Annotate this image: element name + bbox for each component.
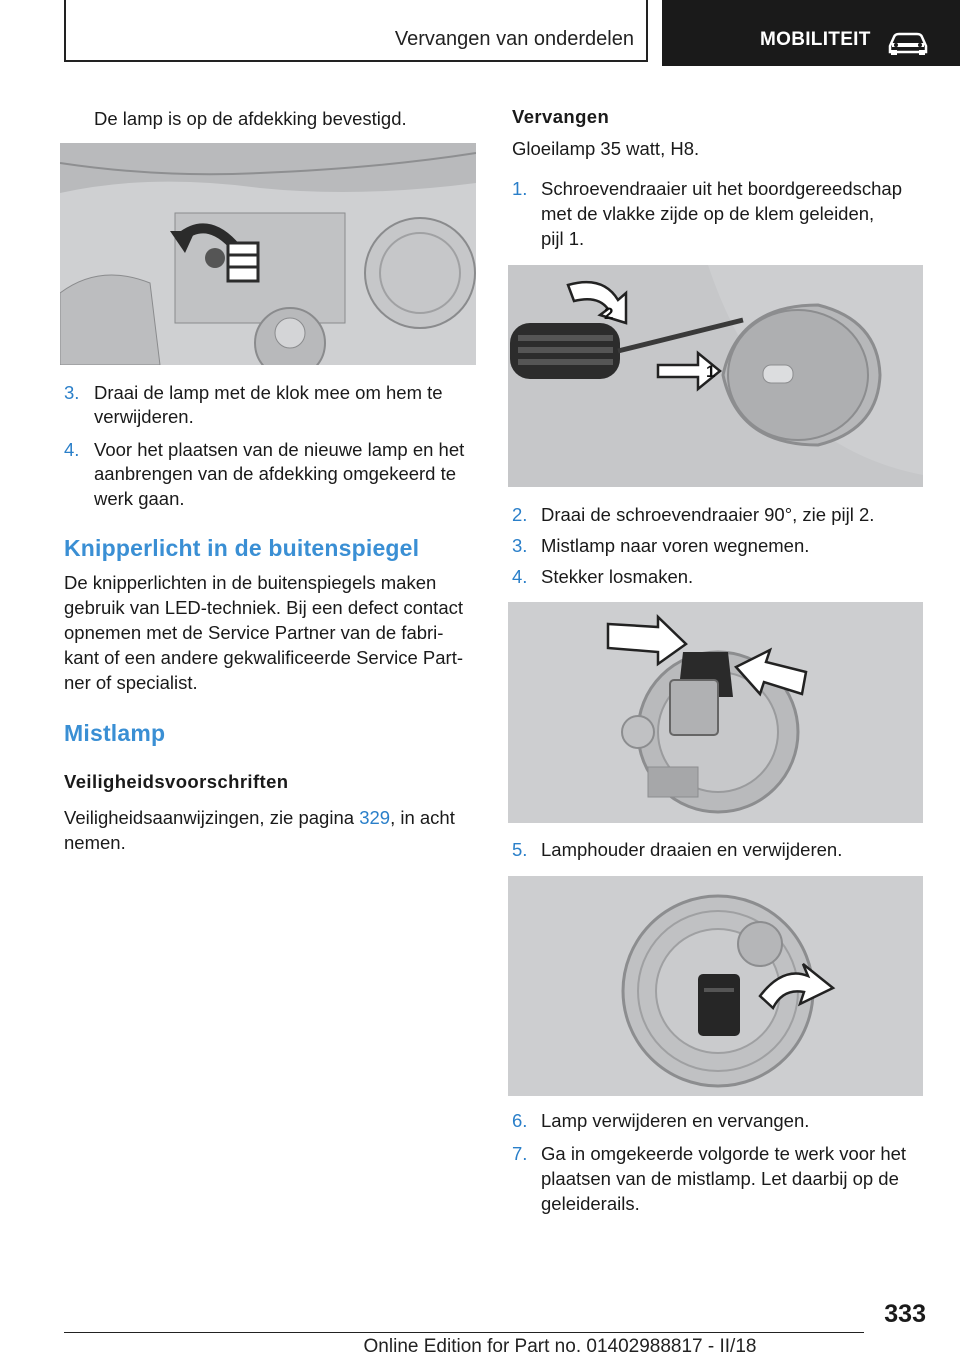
step-text-line: geleiderails. xyxy=(541,1193,640,1214)
heading-vervangen: Vervangen xyxy=(512,106,610,127)
fog-lamp-connector-image xyxy=(508,602,923,823)
step-text: Lamphouder draaien en verwijderen. xyxy=(541,839,843,860)
step-number: 3. xyxy=(64,382,80,403)
step-text-line: werk gaan. xyxy=(94,488,185,509)
paragraph-line: De knipperlichten in de buitenspiegels maken xyxy=(64,572,437,593)
paragraph-line: kant of een andere gekwalificeerde Service Part- xyxy=(64,647,463,668)
page-link-329[interactable]: 329 xyxy=(359,807,391,828)
step-number: 2. xyxy=(512,504,528,525)
step-text-line: Draai de lamp met de klok mee om hem te xyxy=(94,382,443,403)
step-number: 1. xyxy=(512,178,528,199)
heading-knipperlicht: Knipperlicht in de buitenspiegel xyxy=(64,535,420,561)
chapter-tab-label: MOBILITEIT xyxy=(760,29,871,50)
step-number: 5. xyxy=(512,839,528,860)
heading-veiligheid: Veiligheidsvoorschriften xyxy=(64,771,289,792)
paragraph-line: gebruik van LED-techniek. Bij een defect contact xyxy=(64,597,464,618)
safety-text xyxy=(64,805,455,831)
paragraph-line: ner of specialist. xyxy=(64,672,198,693)
screwdriver-image xyxy=(508,265,923,487)
paragraph-line: opnemen met de Service Partner van de fabri- xyxy=(64,622,444,643)
safety-text-post: , in acht xyxy=(390,807,455,828)
step-text-line: Voor het plaatsen van de nieuwe lamp en het xyxy=(94,439,465,460)
step-number: 3. xyxy=(512,535,528,556)
step-text: Stekker losmaken. xyxy=(541,566,694,587)
footer-edition: Online Edition for Part no. 01402988817 - II/18 xyxy=(363,1336,757,1357)
step-text-line: plaatsen van de mistlamp. Let daarbij op de xyxy=(541,1168,899,1189)
page-number: 333 xyxy=(884,1300,926,1328)
step-text: Mistlamp naar voren wegnemen. xyxy=(541,535,810,556)
step-text-line: aanbrengen van de afdekking omgekeerd te xyxy=(94,463,457,484)
step-number: 4. xyxy=(512,566,528,587)
step-text: Draai de schroevendraaier 90°, zie pijl 2. xyxy=(541,504,875,525)
intro-text: De lamp is op de afdekking bevestigd. xyxy=(94,108,407,129)
step-text: Lamp verwijderen en vervangen. xyxy=(541,1110,810,1131)
safety-text-pre: Veiligheidsaanwijzingen, zie pagina xyxy=(64,807,360,828)
chapter-tab xyxy=(662,0,960,66)
page-header xyxy=(0,0,960,66)
step-number: 4. xyxy=(64,439,80,460)
footer-rule xyxy=(64,1332,864,1333)
safety-text-line2: nemen. xyxy=(64,832,126,853)
step-number: 6. xyxy=(512,1110,528,1131)
section-title-box xyxy=(64,0,648,62)
arrow-2-label: 2 xyxy=(604,304,614,323)
step-text-line: pijl 1. xyxy=(541,228,585,249)
step-text-line: met de vlakke zijde op de klem geleiden, xyxy=(541,203,875,224)
bulb-spec: Gloeilamp 35 watt, H8. xyxy=(512,138,700,159)
heading-mistlamp: Mistlamp xyxy=(64,720,166,746)
car-icon xyxy=(886,30,930,56)
step-text-line: Schroevendraaier uit het boordgereedschap xyxy=(541,178,902,199)
engine-bay-image xyxy=(60,143,476,365)
section-title: Vervangen van onderdelen xyxy=(394,28,634,50)
step-text-line: verwijderen. xyxy=(94,406,194,427)
step-text-line: Ga in omgekeerde volgorde te werk voor het xyxy=(541,1143,907,1164)
lamp-holder-image xyxy=(508,876,923,1096)
step-number: 7. xyxy=(512,1143,528,1164)
arrow-1-label: 1 xyxy=(706,362,716,381)
